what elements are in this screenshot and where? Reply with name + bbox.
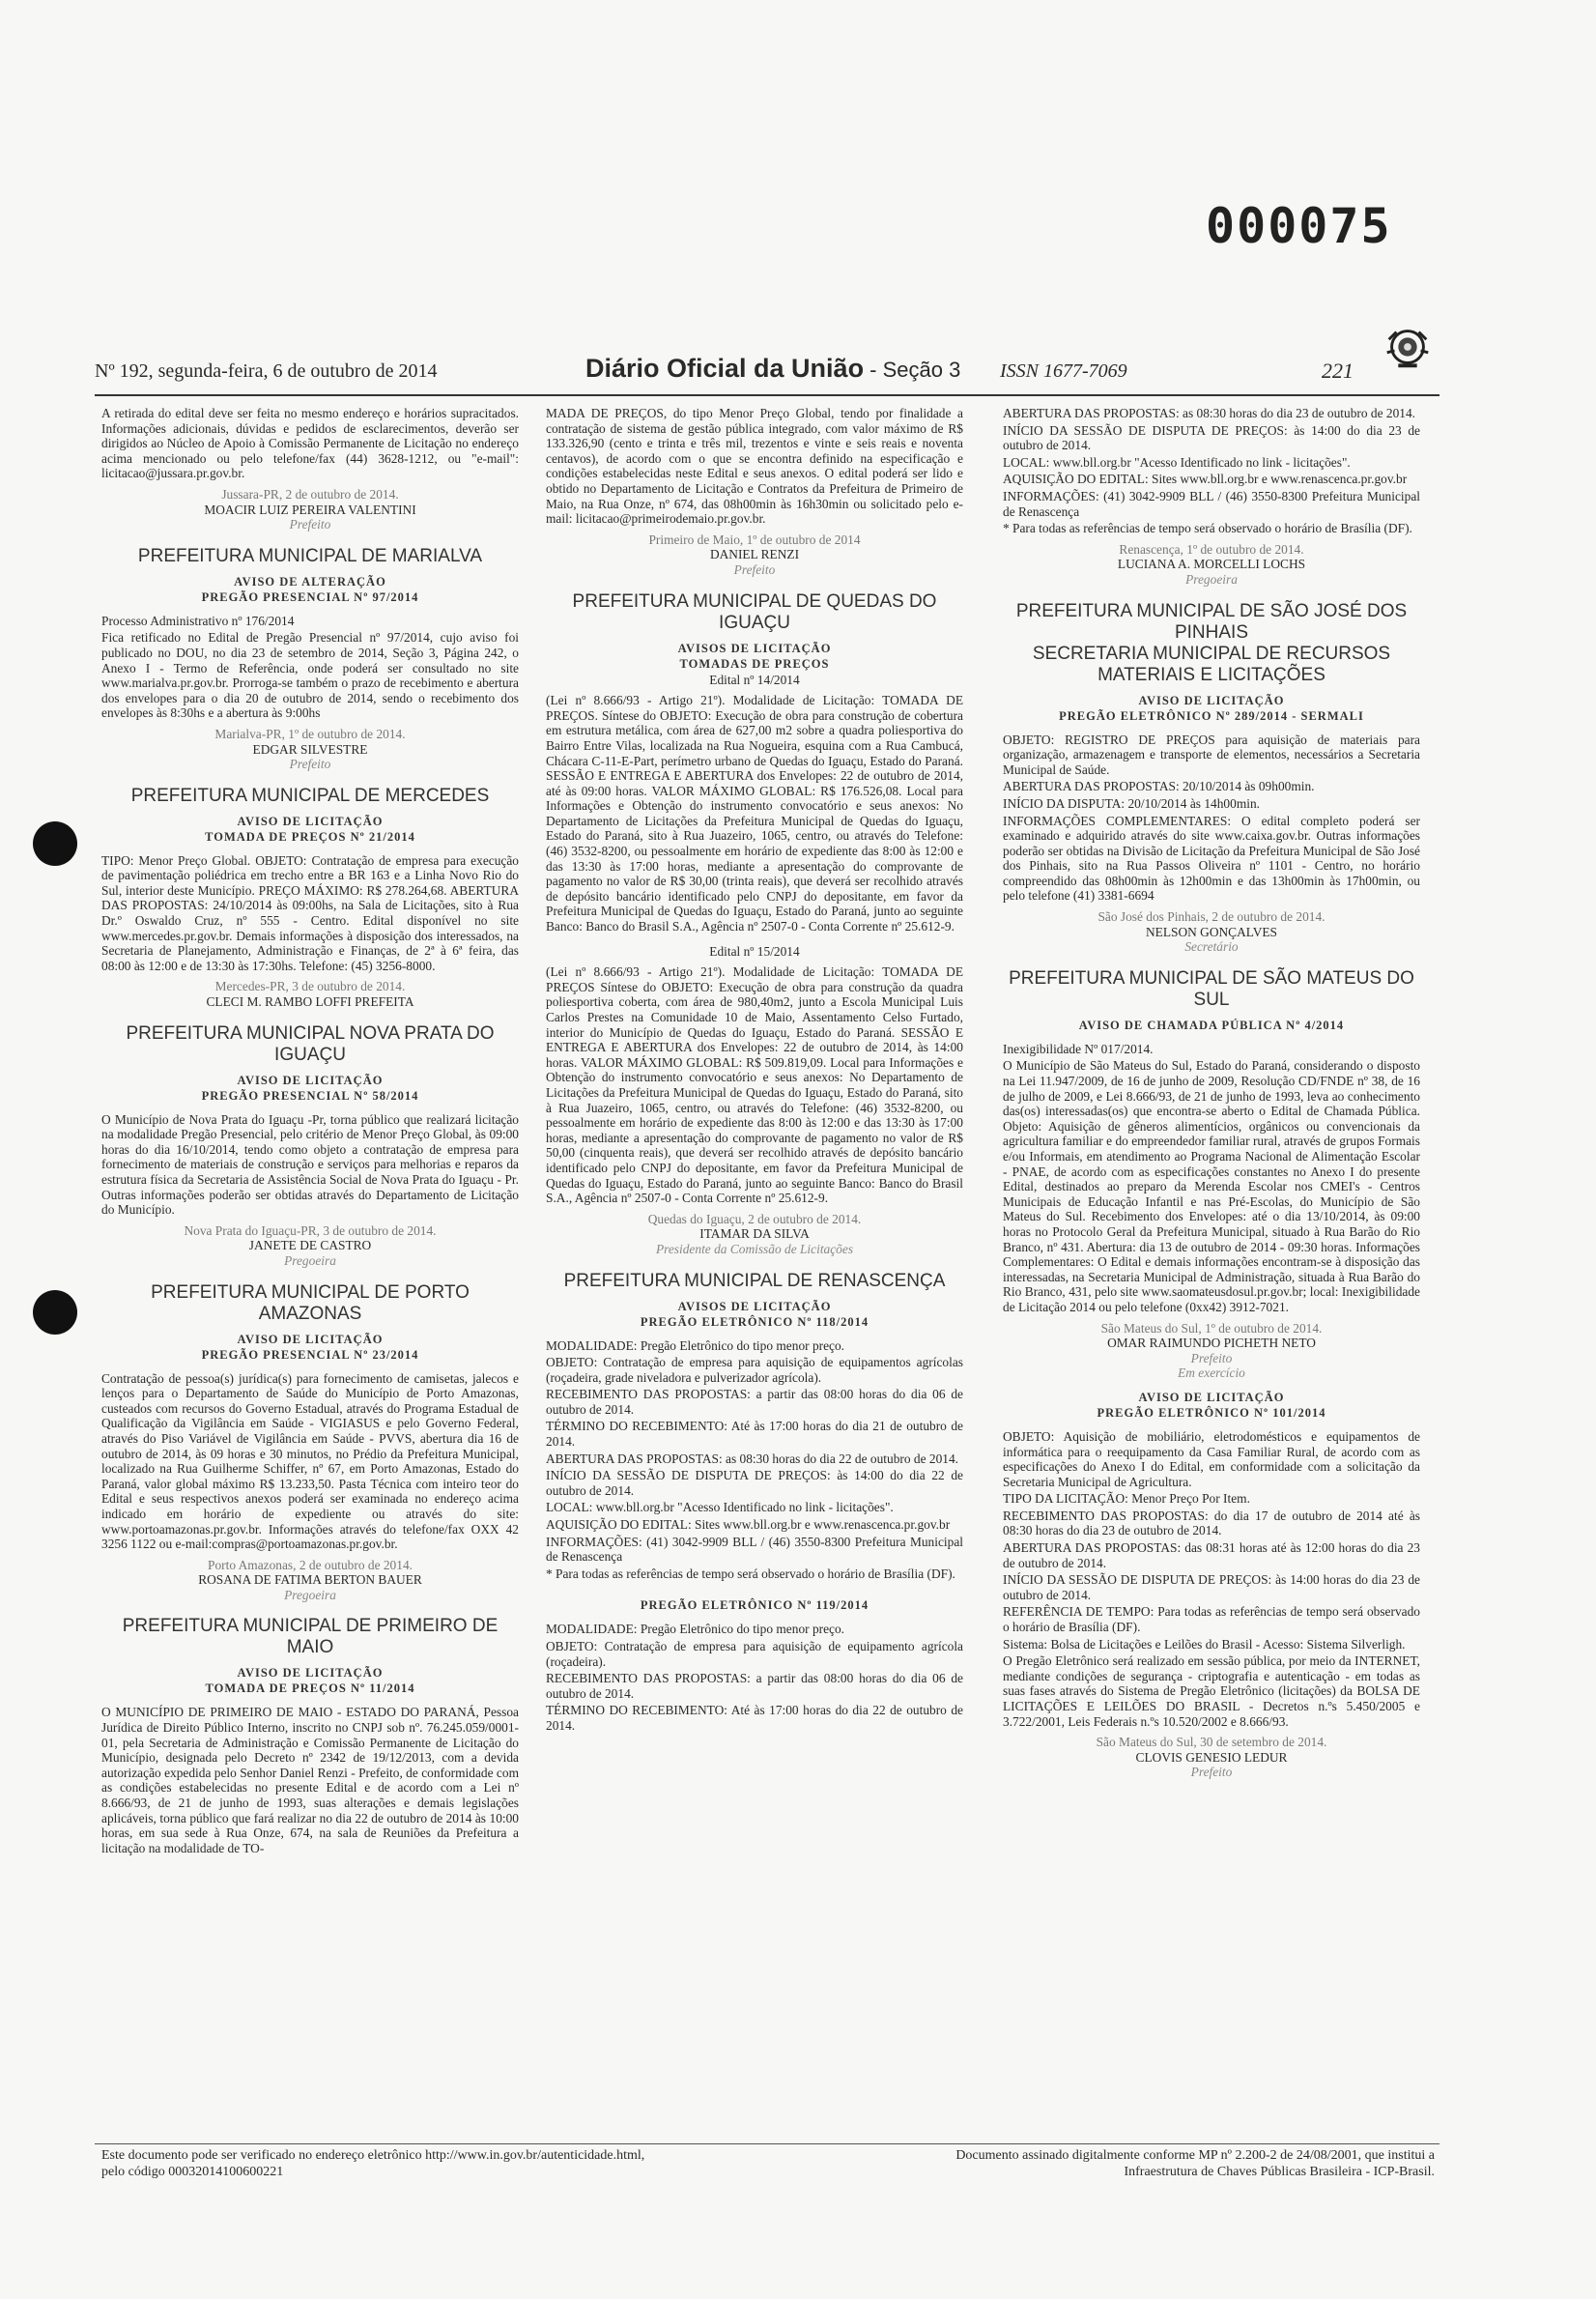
signature-block: Primeiro de Maio, 1º de outubro de 2014 DANIEL RENZI Prefeito [648,532,861,577]
issue-date: Nº 192, segunda-feira, 6 de outubro de 2014 [95,360,438,382]
org-heading: PREFEITURA MUNICIPAL DE QUEDAS DO IGUAÇU [572,590,937,633]
edital-number: Edital nº 14/2014 [709,672,800,687]
notice-title: AVISO DE LICITAÇÃO [1138,693,1285,707]
header-rule [95,394,1439,396]
list-item: ABERTURA DAS PROPOSTAS: as 08:30 horas do dia 22 de outubro de 2014. [546,1451,959,1466]
punch-hole [33,1290,77,1335]
journal-title: Diário Oficial da União - Seção 3 [585,354,961,383]
notice-subtitle: TOMADA DE PREÇOS Nº 21/2014 [205,829,415,844]
list-item: OBJETO: Contratação de empresa para aquisição de equipamento agrícola (roçadeira). [546,1639,963,1669]
list-item: MODALIDADE: Pregão Eletrônico do tipo menor preço. [546,1337,845,1353]
notice-subtitle: TOMADAS DE PREÇOS [679,656,830,671]
notice-subtitle: PREGÃO PRESENCIAL Nº 97/2014 [201,589,419,604]
notice-subtitle: PREGÃO PRESENCIAL Nº 58/2014 [201,1088,419,1103]
signature-block: Jussara-PR, 2 de outubro de 2014. MOACIR LUIZ PEREIRA VALENTINI Prefeito [204,486,416,532]
signature-block: Quedas do Iguaçu, 2 de outubro de 2014. ITAMAR DA SILVA Presidente da Comissão de Licitações [647,1211,862,1256]
list-item: ABERTURA DAS PROPOSTAS: as 08:30 horas do dia 23 de outubro de 2014. [1003,406,1416,420]
punch-hole [33,821,77,866]
paragraph: Fica retificado no Edital de Pregão Presencial nº 97/2014, cujo aviso foi publicado no DOU, no dia 23 de setembro de 2014, Seção 3, Página 242, o Anexo I - Termo de Referência, onde poderá ser consultado no site www.marialva.pr.gov.br. Prorroga-se também o prazo de recebimento e abertura dos envelopes para o dia 20 de outubro de 2014, sendo o recebimento dos envelopes às 8:30hs e a abertura às 9:00hs [101,630,519,721]
signature-block: Porto Amazonas, 2 de outubro de 2014. ROSANA DE FATIMA BERTON BAUER Pregoeira [198,1557,422,1602]
notice-title: AVISOS DE LICITAÇÃO [677,1299,832,1313]
paragraph: (Lei nº 8.666/93 - Artigo 21º). Modalidade de Licitação: TOMADA DE PREÇOS Síntese do OBJETO: Execução de obra para construção da quadra poliesportiva coberta, com área de 980,40m2, junto a Escola Municipal Luis Carlos Prestes na Comunidade 10 de Maio, Assentamento Celso Furtado, interior do Município de Quedas do Iguaçu, Estado do Paraná. SESSÃO E ENTREGA E ABERTURA dos Envelopes: 22 de outubro de 2014, às 14:00 horas. VALOR MÁXIMO GLOBAL: R$ 509.819,09. Local para Informações e Obtenção do instrumento convocatório e seus anexos: No Departamento de Licitações da Prefeitura Municipal de Quedas do Iguaçu, Estado do Paraná, sito à Rua Juazeiro, 1065, centro, ou através do Telefone: (46) 3532-8200, ou pessoalmente em horário de expediente das 8:00 às 12:00 e das 13:30 às 17:00 horas, mediante a apresentação do comprovante de pagamento no valor de R$ 50,00 (cinquenta reais), que deverá ser recolhido através de depósito bancário identificado pelo CNPJ do depositante, em favor da Prefeitura Municipal de Quedas do Iguaçu, Estado do Paraná, junto ao seguinte Banco: Banco do Brasil S.A., Agência nº 2507-0 - Conta Corrente nº 25.612-9. [546,964,963,1206]
org-heading: PREFEITURA MUNICIPAL DE SÃO JOSÉ DOS PINHAIS [1015,600,1408,643]
list-item: INÍCIO DA SESSÃO DE DISPUTA DE PREÇOS: às 14:00 do dia 23 de outubro de 2014. [1003,422,1420,453]
signature-block: Renascença, 1º de outubro de 2014. LUCIANA A. MORCELLI LOCHS Pregoeira [1117,541,1306,587]
column-2 [546,406,963,1736]
paragraph: A retirada do edital deve ser feita no mesmo endereço e horários supracitados. Informações adicionais, dúvidas e pedidos de esclarecimentos, deverão ser dirigidos ao Núcleo de Apoio à Comissão Permanente de Licitação no endereço acima mencionado ou pelo telefone/fax (44) 3628-1212, ou "e-mail": licitacao@jussara.pr.gov.br. [101,406,519,481]
coat-of-arms-icon [1380,319,1436,375]
notice-title: AVISO DE LICITAÇÃO [237,814,384,828]
page-number: 221 [1322,359,1354,383]
signature-block: Marialva-PR, 1º de outubro de 2014. EDGAR SILVESTRE Prefeito [214,726,406,772]
page-stamp-number: 000075 [1206,198,1392,254]
signature-block: São Mateus do Sul, 30 de setembro de 2014. CLOVIS GENESIO LEDUR Prefeito [1096,1735,1327,1780]
list-item: TÉRMINO DO RECEBIMENTO: Até às 17:00 horas do dia 21 de outubro de 2014. [546,1419,963,1450]
section-label: - Seção 3 [864,358,961,382]
notice-subtitle: PREGÃO ELETRÔNICO Nº 289/2014 - SERMALI [1059,708,1364,723]
list-item: INÍCIO DA DISPUTA: 20/10/2014 às 14h00min. [1003,795,1260,811]
list-item: Sistema: Bolsa de Licitações e Leilões do Brasil - Acesso: Sistema Silverligh. [1003,1636,1406,1652]
list-item: ABERTURA DAS PROPOSTAS: das 08:31 horas até às 12:00 horas do dia 23 de outubro de 2014. [1003,1540,1420,1570]
edital-number: Edital nº 15/2014 [709,943,800,959]
paragraph: (Lei nº 8.666/93 - Artigo 21º). Modalidade de Licitação: TOMADA DE PREÇOS. Síntese do OBJETO: Execução de obra para construção de cobertura em estrutura metálica, com área de 627,00 m2 sobre a quadra poliesportiva do Bairro Entre Vilas, localizada na Rua Nogueira, esquina com a Rua Cambucá, Chácara C-11-E-Part, perímetro urbano de Quedas do Iguaçu, Estado do Paraná. SESSÃO E ENTREGA E ABERTURA dos Envelopes: 22 de outubro de 2014, até às 09:00 horas. VALOR MÁXIMO GLOBAL: R$ 176.526,08. Local para Informações e Obtenção do instrumento convocatório e seus anexos: No Departamento de Licitações da Prefeitura Municipal de Quedas do Iguaçu, Estado do Paraná, sito à Rua Juazeiro, 1065, centro, ou através do Telefone: (46) 3532-8200, ou pessoalmente em horário de expediente das 8:00 às 12:00 e das 13:30 às 17:00 horas, mediante a apresentação do comprovante de pagamento no valor de R$ 30,00 (trinta reais), que deverá ser recolhido através de depósito bancário identificado pelo CNPJ do depositante, em favor da Prefeitura Municipal de Quedas do Iguaçu, Estado do Paraná, junto ao seguinte Banco: Banco do Brasil S.A., Agência nº 2507-0 - Conta Corrente nº 25.612-9. [546,693,963,934]
notice-title: AVISO DE CHAMADA PÚBLICA Nº 4/2014 [1078,1018,1345,1032]
signature-block: São Mateus do Sul, 1º de outubro de 2014. OMAR RAIMUNDO PICHETH NETO Prefeito Em exercício [1100,1320,1323,1381]
paragraph: TIPO: Menor Preço Global. OBJETO: Contratação de empresa para execução de pavimentação poliédrica em trecho entre a BR 163 e a Linha Novo Rio do Sul, interior deste Município. PREÇO MÁXIMO: R$ 278.264,68. ABERTURA DAS PROPOSTAS: 24/10/2014 às 09:00hs, na Sala de Licitações, sito à Rua Dr.º Oswaldo Cruz, nº 555 - Centro. Edital disponível no site www.mercedes.pr.gov.br. Demais informações à disposição dos interessados, na Secretaria de Planejamento, Administração e Finanças, de 2ª à 6ª feira, das 08:00 às 12:00 e de 13:30 às 17:30hs. Telefone: (45) 3256-8000. [101,852,519,973]
notice-subtitle: TOMADA DE PREÇOS Nº 11/2014 [205,1681,415,1696]
list-item: LOCAL: www.bll.org.br "Acesso Identificado no link - licitações". [1003,454,1351,470]
list-item: INFORMAÇÕES: (41) 3042-9909 BLL / (46) 3550-8300 Prefeitura Municipal de Renascença [1003,488,1420,519]
list-item: LOCAL: www.bll.org.br "Acesso Identificado no link - licitações". [546,1500,894,1515]
list-item: * Para todas as referências de tempo será observado o horário de Brasília (DF). [546,1566,955,1581]
notice-title: AVISO DE LICITAÇÃO [1138,1390,1285,1404]
org-heading: PREFEITURA MUNICIPAL DE SÃO MATEUS DO SUL [1009,967,1414,1010]
list-item: REFERÊNCIA DE TEMPO: Para todas as referências de tempo será observado o horário de Brasília (DF). [1003,1604,1420,1635]
org-heading: PREFEITURA MUNICIPAL DE RENASCENÇA [563,1270,946,1291]
page-header [95,354,1430,388]
notice-title: AVISOS DE LICITAÇÃO [677,641,832,655]
column-1 [101,406,519,1857]
footer-rule [95,2143,1439,2144]
notice-subtitle: PREGÃO ELETRÔNICO Nº 118/2014 [640,1314,869,1329]
paragraph: Inexigibilidade Nº 017/2014. [1003,1041,1154,1056]
footer-verification: Este documento pode ser verificado no endereço eletrônico http://www.in.gov.br/autenticidade.html, pelo código 00032014100600221 [101,2148,645,2179]
signature-block: Nova Prata do Iguaçu-PR, 3 de outubro de 2014. JANETE DE CASTRO Pregoeira [184,1222,437,1268]
org-heading: PREFEITURA MUNICIPAL DE MERCEDES [130,785,490,806]
paragraph: O MUNICÍPIO DE PRIMEIRO DE MAIO - ESTADO DO PARANÁ, Pessoa Jurídica de Direito Público Interno, inscrito no CNPJ sob nº. 76.245.059/0001-01, pela Secretaria de Administração e Comissão Permanente de Licitação do Município, designada pelo Decreto nº 2342 de 19/12/2013, com a devida autorização expedida pelo Senhor Daniel Renzi - Prefeito, de conformidade com as condições estabelecidas no presente Edital e de acordo com a Lei nº 8.666/93, de 21 de junho de 1993, suas alterações e demais legislações aplicáveis, torna público que fará realizar no dia 22 de outubro de 2014 às 10:00 horas, em sua sede à Rua Onze, 674, na sala de Reuniões da Prefeitura a licitação na modalidade de TO- [101,1705,519,1855]
org-subheading: SECRETARIA MUNICIPAL DE RECURSOS MATERIAIS E LICITAÇÕES [1032,643,1391,685]
list-item: AQUISIÇÃO DO EDITAL: Sites www.bll.org.br e www.renascenca.pr.gov.br [546,1517,951,1533]
paragraph: Processo Administrativo nº 176/2014 [101,613,295,628]
list-item: TIPO DA LICITAÇÃO: Menor Preço Por Item. [1003,1491,1250,1507]
list-item: AQUISIÇÃO DO EDITAL: Sites www.bll.org.br e www.renascenca.pr.gov.br [1003,472,1408,487]
notice-subtitle: PREGÃO ELETRÔNICO Nº 101/2014 [1097,1405,1326,1420]
list-item: OBJETO: REGISTRO DE PREÇOS para aquisição de materiais para organização, armazenagem e transporte de elementos, necessários a Secretaria Municipal de Saúde. [1003,732,1420,777]
list-item: RECEBIMENTO DAS PROPOSTAS: a partir das 08:00 horas do dia 06 de outubro de 2014. [546,1671,963,1701]
notice-title: AVISO DE LICITAÇÃO [237,1666,384,1681]
footer-signature-note: Documento assinado digitalmente conforme MP nº 2.200-2 de 24/08/2001, que institui a Infraestrutura de Chaves Públicas Brasileira - ICP-Brasil. [955,2148,1435,2179]
org-heading: PREFEITURA MUNICIPAL DE MARIALVA [137,545,483,566]
list-item: RECEBIMENTO DAS PROPOSTAS: do dia 17 de outubro de 2014 até às 08:30 horas do dia 23 de outubro de 2014. [1003,1508,1420,1538]
paragraph: O Município de São Mateus do Sul, Estado do Paraná, considerando o disposto na Lei 11.947/2009, de 16 de junho de 2009, Resolução CD/FNDE nº 38, de 16 de julho de 2009, e Lei 8.666/93, de 21 de junho de 1993, leva ao conhecimento das(os) interessadas(os) que encontra-se aberto o Edital de Chamada Pública. Objeto: Aquisição de gêneros alimentícios, orgânicos ou convencionais da agricultura familiar e do empreendedor familiar rural, através de grupos Formais e/ou Informais, em atendimento ao Programa Nacional de Alimentação Escolar - PNAE, de acordo com as especificações constantes no Anexo I do presente Edital, destinados ao preparo da Merenda Escolar nos CMEI's - Centros Municipais de Educação Infantil e nas Pré-Escolas, do Município de São Mateus do Sul. Recebimento dos Envelopes: até o dia 13/10/2014, às 09:00 horas no Protocolo Geral da Prefeitura Municipal, situado à Rua Barão do Rio Branco, nº 431. Abertura: dia 13 de outubro de 2014 - 09:30 horas. Informações Complementares: O Edital e demais informações encontram-se à disposição das interessadas, na Secretaria Municipal de Administração, situada à Rua Barão do Rio Branco, 431, pelo site www.saomateusdosul.pr.gov.br; local: Inexigibilidade de Licitação 2014 ou pelo telefone (0xx42) 3912-7021. [1003,1058,1420,1314]
list-item: OBJETO: Contratação de empresa para aquisição de equipamentos agrícolas (roçadeira, grade niveladora e pulverizador agrícola). [546,1355,963,1385]
paragraph: MADA DE PREÇOS, do tipo Menor Preço Global, tendo por finalidade a contratação de sistema de gestão pública integrado, com valor máximo de R$ 133.326,90 (cento e trinta e três mil, trezentos e vinte e seis reais e noventa centavos), de acordo com o que se encontra definido na especificação e condições estabelecidas neste Edital e seus anexos. O edital poderá ser lido e obtido no Departamento de Licitação e Contratos da Prefeitura de Primeiro de Maio, na Rua Onze, nº 674, das 08h00min às 16h30min ou solicitado pelo e-mail: licitacao@primeirodemaio.pr.gov.br. [546,406,963,527]
list-item: INÍCIO DA SESSÃO DE DISPUTA DE PREÇOS: às 14:00 do dia 22 de outubro de 2014. [546,1468,963,1498]
list-item: INÍCIO DA SESSÃO DE DISPUTA DE PREÇOS: às 14:00 horas do dia 23 de outubro de 2014. [1003,1572,1420,1602]
list-item: ABERTURA DAS PROPOSTAS: 20/10/2014 às 09h00min. [1003,779,1315,794]
org-heading: PREFEITURA MUNICIPAL DE PRIMEIRO DE MAIO [122,1616,499,1658]
list-item: RECEBIMENTO DAS PROPOSTAS: a partir das 08:00 horas do dia 06 de outubro de 2014. [546,1387,963,1417]
issn: ISSN 1677-7069 [1000,360,1127,382]
list-item: OBJETO: Aquisição de mobiliário, eletrodomésticos e equipamentos de informática para o reequipamento da Casa Familiar Rural, de acordo com as especificações do Anexo I do Edital, em conformidade com a solicitação da Secretaria Municipal de Agricultura. [1003,1428,1420,1489]
notice-title: AVISO DE LICITAÇÃO [237,1073,384,1087]
paragraph: O Município de Nova Prata do Iguaçu -Pr, torna público que realizará licitação na modalidade Pregão Presencial, pelo critério de Menor Preço Global, às 09:00 horas do dia 16/10/2014, tendo como objeto a contratação de empresa para fornecimento de materiais de construção e serviços para melhorias e reparos da estrutura física da Secretaria de Assistência Social de Nova Prata do Iguaçu - Pr. Outras informações poderão ser obtidas através do Departamento de Licitação do Município. [101,1111,519,1218]
signature-block: São José dos Pinhais, 2 de outubro de 2014. NELSON GONÇALVES Secretário [1097,909,1325,955]
notice-title: AVISO DE ALTERAÇÃO [234,574,386,589]
paragraph: Contratação de pessoa(s) jurídica(s) para fornecimento de camisetas, jalecos e lenços para o Departamento de Saúde do Município de Porto Amazonas, custeados com recursos do Governo Estadual, através do Programa Estadual de Qualificação da Vigilância em Saúde - VIGIASUS e pelo Governo Federal, através do Piso Variável de Vigilância em Saúde - PVVS, abertura dia 16 de outubro de 2014, às 09 horas e 30 minutos, no Prédio da Prefeitura Municipal, localizado na Rua Guilherme Schiffer, nº 67, em Porto Amazonas, Estado do Paraná, valor global máximo R$ 13.233,50. Pasta Técnica com inteiro teor do Edital e seus respectivos anexos poderá ser examinada no endereço acima indicado em horário de expediente ou através do site: www.portoamazonas.pr.gov.br. Informações através do telefone/fax OXX 42 3256 1122 ou e-mail:compras@portoamazonas.pr.gov.br. [101,1370,519,1552]
list-item: * Para todas as referências de tempo será observado o horário de Brasília (DF). [1003,521,1412,536]
list-item: TÉRMINO DO RECEBIMENTO: Até às 17:00 horas do dia 22 de outubro de 2014. [546,1703,963,1733]
list-item: O Pregão Eletrônico será realizado em sessão pública, por meio da INTERNET, mediante condições de segurança - criptografia e autenticação - em todas as suas fases através do Sistema de Pregão Eletrônico (licitações) da BOLSA DE LICITAÇÕES E LEILÕES DO BRASIL - Decretos n.ºs 5.450/2005 e 3.722/2001, Leis Federais n.ºs 10.520/2002 e 8.666/93. [1003,1653,1420,1729]
org-heading: PREFEITURA MUNICIPAL DE PORTO AMAZONAS [151,1281,470,1324]
signature-block: Mercedes-PR, 3 de outubro de 2014. CLECI M. RAMBO LOFFI PREFEITA [206,979,414,1010]
column-3 [1003,406,1420,1790]
notice-title: PREGÃO ELETRÔNICO Nº 119/2014 [640,1598,869,1613]
notice-title: AVISO DE LICITAÇÃO [237,1332,384,1346]
notice-subtitle: PREGÃO PRESENCIAL Nº 23/2014 [201,1347,419,1362]
list-item: INFORMAÇÕES: (41) 3042-9909 BLL / (46) 3550-8300 Prefeitura Municipal de Renascença [546,1534,963,1565]
list-item: INFORMAÇÕES COMPLEMENTARES: O edital completo poderá ser examinado e adquirido através do site www.caixa.gov.br. Outras informações poderão ser obtidas na Divisão de Licitação da Prefeitura Municipal de São José dos Pinhais, sito na Rua Passos Oliveira nº 1101 - Centro, no horário compreendido das 08h00min às 12h00min e das 13h00min às 17h00min, ou pelo telefone (41) 3381-6694 [1003,813,1420,904]
list-item: MODALIDADE: Pregão Eletrônico do tipo menor preço. [546,1622,845,1637]
org-heading: PREFEITURA MUNICIPAL NOVA PRATA DO IGUAÇU [126,1022,495,1065]
